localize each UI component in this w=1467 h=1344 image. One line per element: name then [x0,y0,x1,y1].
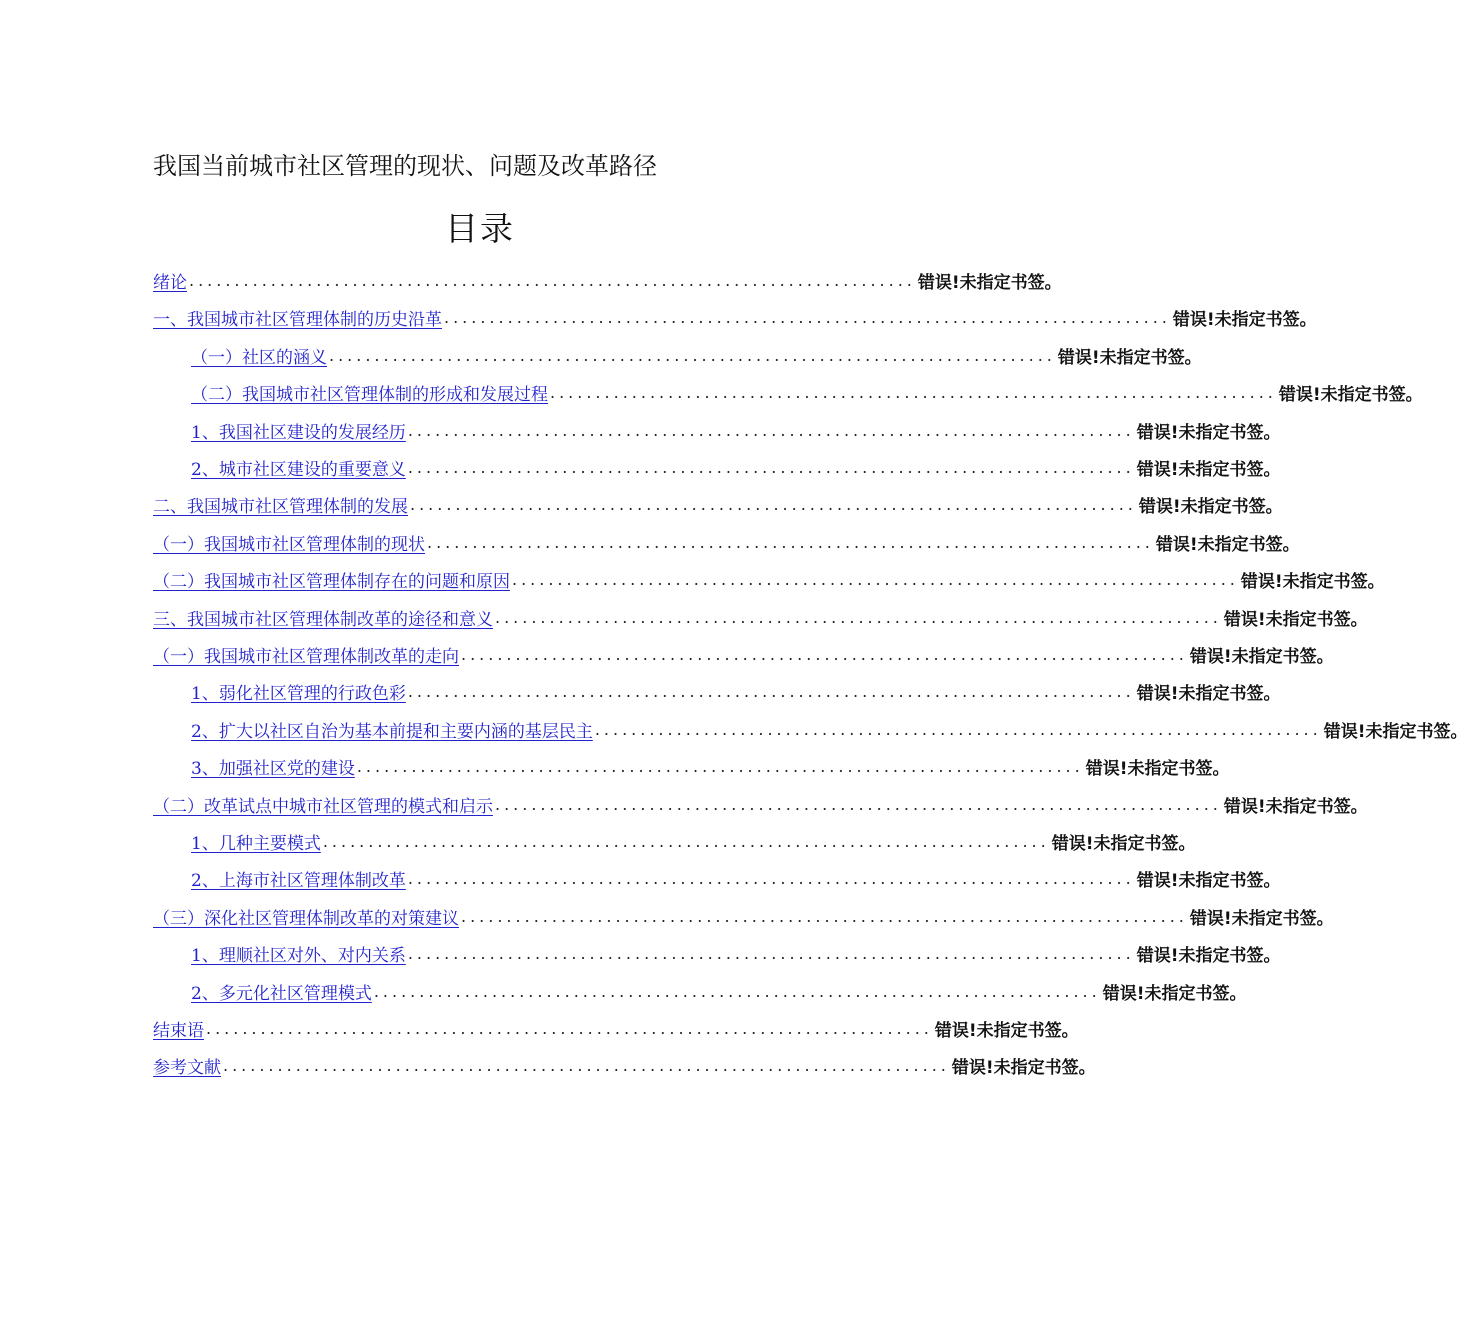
toc-entry-link[interactable]: 3、加强社区党的建设 [191,759,355,780]
toc-entry[interactable] [153,898,1334,935]
toc-leader-dots: ................................................................................ [407,420,1135,440]
toc-leader-dots: ................................................................................ [373,981,1101,1001]
toc-entry[interactable] [153,524,1300,561]
toc-leader-dots: ................................................................................ [407,869,1135,889]
toc-entry[interactable] [153,599,1368,636]
toc-entry-link[interactable]: 结束语 [153,1021,204,1041]
toc-page-ref: 错误!未指定书签。 [1223,796,1368,817]
toc-entry-link[interactable]: 绪论 [153,273,187,293]
toc-entry-link[interactable]: （二）我国城市社区管理体制的形成和发展过程 [191,385,548,406]
toc-entry-link[interactable]: （二）改革试点中城市社区管理的模式和启示 [153,796,493,817]
toc-entry-link[interactable]: （一）我国城市社区管理体制的现状 [153,534,425,555]
toc-leader-dots: ................................................................................ [427,532,1154,552]
toc-leader-dots: ................................................................................ [189,271,916,290]
toc-entry[interactable] [191,935,1281,972]
toc-entry[interactable] [191,412,1281,449]
toc-leader-dots: ................................................................................ [495,607,1222,627]
toc-page-ref: 错误!未指定书签。 [1323,721,1467,742]
toc-entry-link[interactable]: 一、我国城市社区管理体制的历史沿革 [153,310,442,331]
toc-page-ref: 错误!未指定书签。 [1136,871,1281,892]
toc-page-ref: 错误!未指定书签。 [1102,983,1247,1004]
toc-entry-link[interactable]: （二）我国城市社区管理体制存在的问题和原因 [153,572,510,593]
toc-entry-link[interactable]: 二、我国城市社区管理体制的发展 [153,497,408,518]
toc-entry[interactable] [191,711,1467,748]
toc-page-ref: 错误!未指定书签。 [1057,347,1202,368]
toc-page-ref: 错误!未指定书签。 [1189,647,1334,667]
toc-page-ref: 错误!未指定书签。 [1155,534,1300,555]
toc-entry[interactable] [191,973,1247,1010]
toc-page-ref: 错误!未指定书签。 [1172,310,1317,331]
toc-entry[interactable] [191,673,1281,710]
toc-page-ref: 错误!未指定书签。 [934,1021,1079,1041]
toc-page-ref: 错误!未指定书签。 [1240,572,1385,593]
toc-entry[interactable] [153,1047,1096,1084]
toc-page-ref: 错误!未指定书签。 [1136,460,1281,480]
toc-entry-link[interactable]: 1、几种主要模式 [191,834,321,854]
toc-page-ref: 错误!未指定书签。 [1189,908,1334,929]
toc-entry-link[interactable]: 2、扩大以社区自治为基本前提和主要内涵的基层民主 [191,721,593,742]
toc-leader-dots: ................................................................................ [407,944,1135,964]
toc-entry-link[interactable]: 2、城市社区建设的重要意义 [191,460,406,480]
toc-page-ref: 错误!未指定书签。 [1136,422,1281,443]
toc-leader-dots: ................................................................................ [407,682,1135,702]
toc-entry[interactable] [153,299,1317,336]
toc-entry-link[interactable]: 2、多元化社区管理模式 [191,983,372,1004]
toc-leader-dots: ................................................................................ [461,906,1188,926]
toc-entry-link[interactable]: 参考文献 [153,1058,221,1079]
toc-page-ref: 错误!未指定书签。 [917,273,1062,293]
toc-entry-link[interactable]: 2、上海市社区管理体制改革 [191,871,406,892]
toc-entry-link[interactable]: 1、理顺社区对外、对内关系 [191,946,406,967]
toc-entry-link[interactable]: （一）我国城市社区管理体制改革的走向 [153,647,459,667]
toc-page-ref: 错误!未指定书签。 [1136,946,1281,967]
toc-leader-dots: ................................................................................ [461,645,1188,664]
toc-page-ref: 错误!未指定书签。 [1223,609,1368,630]
toc-leader-dots: ................................................................................ [407,458,1135,477]
toc-page-ref: 错误!未指定书签。 [1136,684,1281,705]
toc-entry[interactable] [191,449,1281,486]
toc-page-ref: 错误!未指定书签。 [1138,497,1283,518]
toc-page-ref: 错误!未指定书签。 [1051,834,1196,854]
toc-entry-link[interactable]: 1、我国社区建设的发展经历 [191,422,406,443]
toc-leader-dots: ................................................................................ [444,308,1171,328]
toc-leader-dots: ................................................................................ [356,757,1084,777]
toc-entry[interactable] [191,374,1423,411]
toc-entry-link[interactable]: （一）社区的涵义 [191,347,327,368]
toc-entry[interactable] [153,786,1368,823]
toc-entry[interactable] [153,486,1283,523]
toc-entry[interactable] [191,823,1196,860]
toc-entry-link[interactable]: 1、弱化社区管理的行政色彩 [191,684,406,705]
toc-entry[interactable] [153,262,1062,299]
document-title: 我国当前城市社区管理的现状、问题及改革路径 [153,152,657,180]
toc-page-ref: 错误!未指定书签。 [951,1058,1096,1079]
toc-page-ref: 错误!未指定书签。 [1278,385,1423,406]
toc-leader-dots: ................................................................................ [206,1019,933,1038]
toc-entry[interactable] [153,561,1385,598]
toc-leader-dots: ................................................................................ [512,570,1239,590]
toc-entry[interactable] [153,1010,1079,1047]
toc-leader-dots: ................................................................................ [550,383,1277,403]
toc-leader-dots: ................................................................................ [223,1056,950,1076]
toc-leader-dots: ................................................................................ [594,719,1322,739]
toc-entry[interactable] [191,748,1230,785]
toc-leader-dots: ................................................................................ [495,794,1222,814]
toc-entry[interactable] [153,636,1334,673]
toc-page-ref: 错误!未指定书签。 [1085,759,1230,780]
toc-entry-link[interactable]: 三、我国城市社区管理体制改革的途径和意义 [153,609,493,630]
toc-leader-dots: ................................................................................ [329,345,1056,365]
toc-entry[interactable] [191,337,1202,374]
toc-entry[interactable] [191,860,1281,897]
toc-entry-link[interactable]: （三）深化社区管理体制改革的对策建议 [153,908,459,929]
toc-leader-dots: ................................................................................ [410,495,1137,515]
toc-leader-dots: ................................................................................ [322,832,1050,851]
toc-heading: 目录 [445,209,515,248]
